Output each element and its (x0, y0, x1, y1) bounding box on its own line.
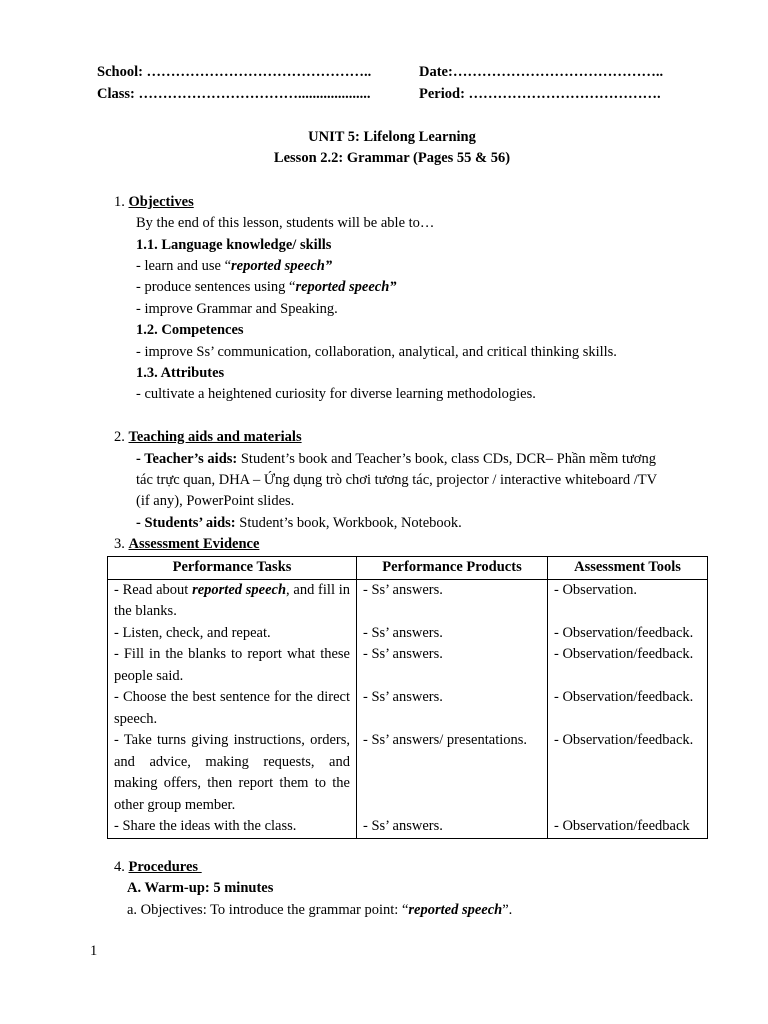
tool-cell: - Observation. (548, 579, 708, 623)
language-skills-heading: 1.1. Language knowledge/ skills (136, 237, 332, 253)
teacher-aids-line-1 (136, 449, 656, 470)
tool-cell: - Observation/feedback. (548, 644, 708, 687)
warmup-objective-text: a. Objectives: To introduce the grammar point: “ (127, 902, 409, 918)
product-cell: - Ss’ answers/ presentations. (357, 730, 548, 816)
tool-cell: - Observation/feedback. (548, 730, 708, 816)
task-emphasis: reported speech (192, 581, 287, 598)
objective-item-1-emphasis: reported speech” (231, 258, 333, 274)
procedures-title: Procedures (128, 859, 202, 875)
column-header-tasks: Performance Tasks (108, 557, 357, 580)
task-cell: - Share the ideas with the class. (108, 816, 357, 838)
teaching-aids-heading (114, 427, 302, 448)
lesson-title: Lesson 2.2: Grammar (Pages 55 & 56) (273, 150, 511, 166)
assessment-table (107, 556, 708, 839)
date-field: Date:…………………………………….. (419, 64, 664, 80)
class-field: Class: …………………………….................... (97, 86, 371, 102)
tool-cell: - Observation/feedback. (548, 623, 708, 645)
task-text: - Read about (114, 581, 193, 598)
objective-item-1 (136, 256, 332, 277)
assessment-heading (114, 534, 259, 555)
student-aids-text: Student’s book, Workbook, Notebook. (235, 515, 462, 531)
task-cell: - Fill in the blanks to report what these people said. (108, 644, 357, 687)
page-number: 1 (90, 943, 98, 959)
objective-item-1-text: - learn and use “ (136, 258, 232, 274)
attributes-heading: 1.3. Attributes (136, 365, 225, 381)
product-cell: - Ss’ answers. (357, 644, 548, 687)
table-row (108, 687, 708, 730)
task-cell (108, 579, 357, 623)
product-cell: - Ss’ answers. (357, 816, 548, 838)
task-cell: - Take turns giving instructions, orders, and advice, making requests, and making offers, then report them to the other group member. (108, 730, 357, 816)
teaching-aids-number: 2. (114, 429, 125, 445)
procedures-number: 4. (114, 859, 125, 875)
student-aids-line (136, 513, 462, 534)
objectives-intro: By the end of this lesson, students will be able to… (136, 215, 435, 231)
task-cell: - Choose the best sentence for the direct speech. (108, 687, 357, 730)
task-text-post: , and fill in the blanks. (114, 581, 350, 619)
teacher-aids-text-1: Student’s book and Teacher’s book, class CDs, DCR– Phần mềm tương (237, 451, 656, 467)
product-cell: - Ss’ answers. (357, 687, 548, 730)
assessment-number: 3. (114, 536, 125, 552)
table-row (108, 644, 708, 687)
teacher-aids-line-2: tác trực quan, DHA – Ứng dụng trò chơi tương tác, projector / interactive whiteboard /TV (136, 472, 658, 488)
assessment-title: Assessment Evidence (128, 536, 260, 552)
table-row (108, 623, 708, 645)
attribute-item-1: - cultivate a heightened curiosity for diverse learning methodologies. (136, 386, 536, 402)
objective-item-2 (136, 277, 397, 298)
procedures-heading (114, 857, 202, 878)
product-cell: - Ss’ answers. (357, 579, 548, 623)
warmup-heading: A. Warm-up: 5 minutes (127, 880, 274, 896)
unit-title: UNIT 5: Lifelong Learning (308, 129, 476, 145)
table-header-row (108, 557, 708, 580)
competences-heading: 1.2. Competences (136, 322, 244, 338)
objective-item-2-emphasis: reported speech” (295, 279, 397, 295)
product-cell: - Ss’ answers. (357, 623, 548, 645)
objective-item-2-text: - produce sentences using “ (136, 279, 296, 295)
table-row (108, 816, 708, 838)
column-header-tools: Assessment Tools (548, 557, 708, 580)
warmup-objective-emphasis: reported speech (408, 902, 503, 918)
warmup-objective-end: ”. (502, 902, 513, 918)
objectives-title: Objectives (128, 194, 194, 210)
competence-item-1: - improve Ss’ communication, collaboration, analytical, and critical thinking skills. (136, 344, 617, 360)
objective-item-3: - improve Grammar and Speaking. (136, 301, 338, 317)
school-field: School: ……………………………………….. (97, 64, 372, 80)
teacher-aids-line-3: (if any), PowerPoint slides. (136, 493, 295, 509)
objectives-heading (114, 192, 194, 213)
student-aids-label: - Students’ aids: (136, 515, 236, 531)
warmup-objective (127, 900, 512, 921)
table-row (108, 730, 708, 816)
task-cell: - Listen, check, and repeat. (108, 623, 357, 645)
period-field: Period: …………………………………. (419, 86, 661, 102)
table-row (108, 579, 708, 623)
teacher-aids-label: - Teacher’s aids: (136, 451, 238, 467)
teaching-aids-title: Teaching aids and materials (128, 429, 302, 445)
objectives-number: 1. (114, 194, 125, 210)
tool-cell: - Observation/feedback (548, 816, 708, 838)
tool-cell: - Observation/feedback. (548, 687, 708, 730)
column-header-products: Performance Products (357, 557, 548, 580)
